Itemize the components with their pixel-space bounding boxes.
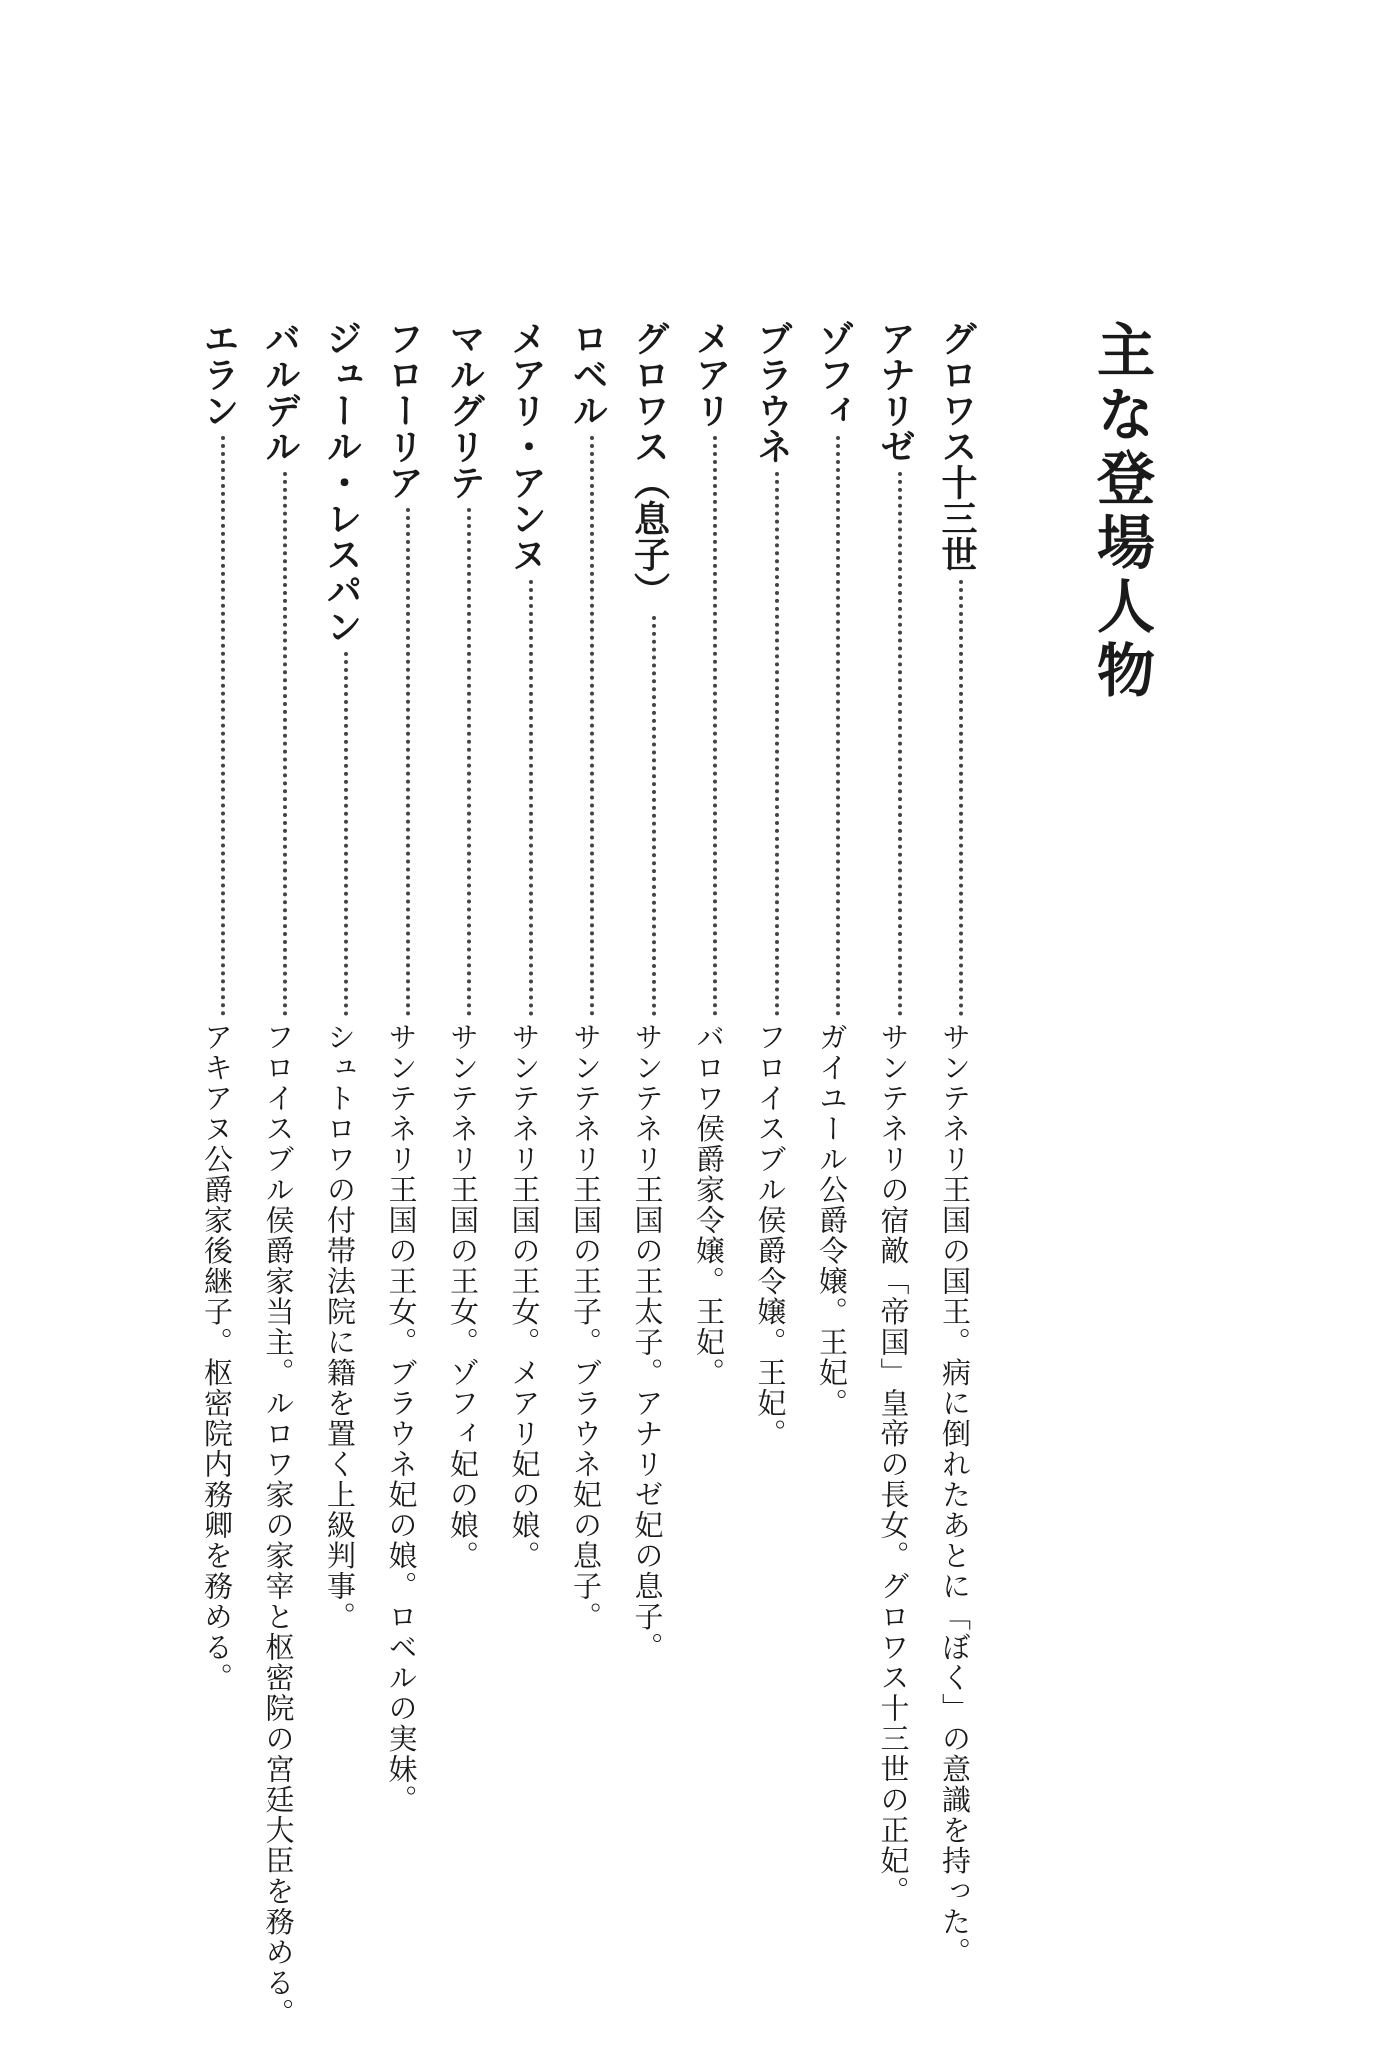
dotted-leader [836, 436, 840, 1016]
character-entry [259, 320, 308, 2029]
character-entry [751, 320, 800, 1940]
character-entry [628, 320, 677, 1940]
dotted-leader [283, 472, 287, 1016]
character-entry [874, 320, 923, 1940]
character-description: サンテネリ王国の王女。ゾフィ妃の娘。 [446, 1022, 480, 1571]
character-description: シュトロワの付帯法院に籍を置く上級判事。 [323, 1022, 357, 1632]
character-name: ロベル [567, 320, 608, 428]
dotted-leader [652, 616, 656, 1016]
character-name: フローリア [382, 320, 424, 500]
character-description: サンテネリ王国の王女。メアリ妃の娘。 [507, 1022, 542, 1571]
character-entry [382, 320, 431, 1940]
character-description: サンテネリ王国の王太子。アナリゼ妃の息子。 [630, 1022, 665, 1663]
character-name: メアリ [690, 320, 731, 428]
character-name: エラン [198, 320, 239, 428]
dotted-leader [406, 508, 410, 1016]
character-description: サンテネリ王国の王子。ブラウネ妃の息子。 [569, 1022, 603, 1632]
character-name: ブラウネ [751, 320, 793, 464]
character-description: アキアヌ公爵家後継子。枢密院内務卿を務める。 [200, 1022, 234, 1693]
character-name: グロワス（息子） [628, 320, 670, 608]
character-description: サンテネリの宿敵「帝国」皇帝の長女。グロワス十三世の正妃。 [876, 1022, 911, 1907]
dotted-leader [590, 436, 594, 1016]
character-entry [446, 320, 492, 1940]
character-name: マルグリテ [444, 320, 485, 500]
character-description: フロイスブル侯爵令嬢。王妃。 [753, 1022, 788, 1449]
character-entry [936, 320, 984, 1968]
character-name: ジュール・レスパン [321, 320, 362, 644]
character-name: アナリゼ [874, 320, 916, 464]
character-name: グロワス十三世 [936, 320, 977, 572]
character-description: ガイユール公爵令嬢。王妃。 [815, 1022, 849, 1419]
character-entry [505, 320, 554, 1940]
dotted-leader [529, 580, 533, 1016]
character-entry [815, 320, 861, 1940]
character-name: メアリ・アンヌ [505, 320, 547, 572]
dotted-leader [898, 472, 902, 1016]
character-entry [569, 320, 615, 1940]
character-description: フロイスブル侯爵家当主。ルロワ家の家宰と枢密院の宮廷大臣を務める。 [261, 1022, 296, 2029]
character-description: バロワ侯爵家令嬢。王妃。 [692, 1022, 726, 1388]
character-entry [692, 320, 738, 1940]
character-name: バルデル [259, 320, 301, 464]
dotted-leader [221, 436, 225, 1016]
dotted-leader [775, 472, 779, 1016]
dotted-leader [959, 580, 963, 1016]
dotted-leader [344, 652, 348, 1016]
character-entry [200, 320, 246, 1940]
character-entry [323, 320, 369, 1940]
character-description: サンテネリ王国の王女。ブラウネ妃の娘。ロベルの実妹。 [384, 1022, 419, 1815]
character-description: サンテネリ王国の国王。病に倒れたあとに「ぼく」の意識を持った。 [938, 1022, 972, 1968]
character-name: ゾフィ [813, 320, 854, 428]
page-title: 主な登場人物 [1087, 320, 1155, 704]
dotted-leader [713, 436, 717, 1016]
dotted-leader [467, 508, 471, 1016]
